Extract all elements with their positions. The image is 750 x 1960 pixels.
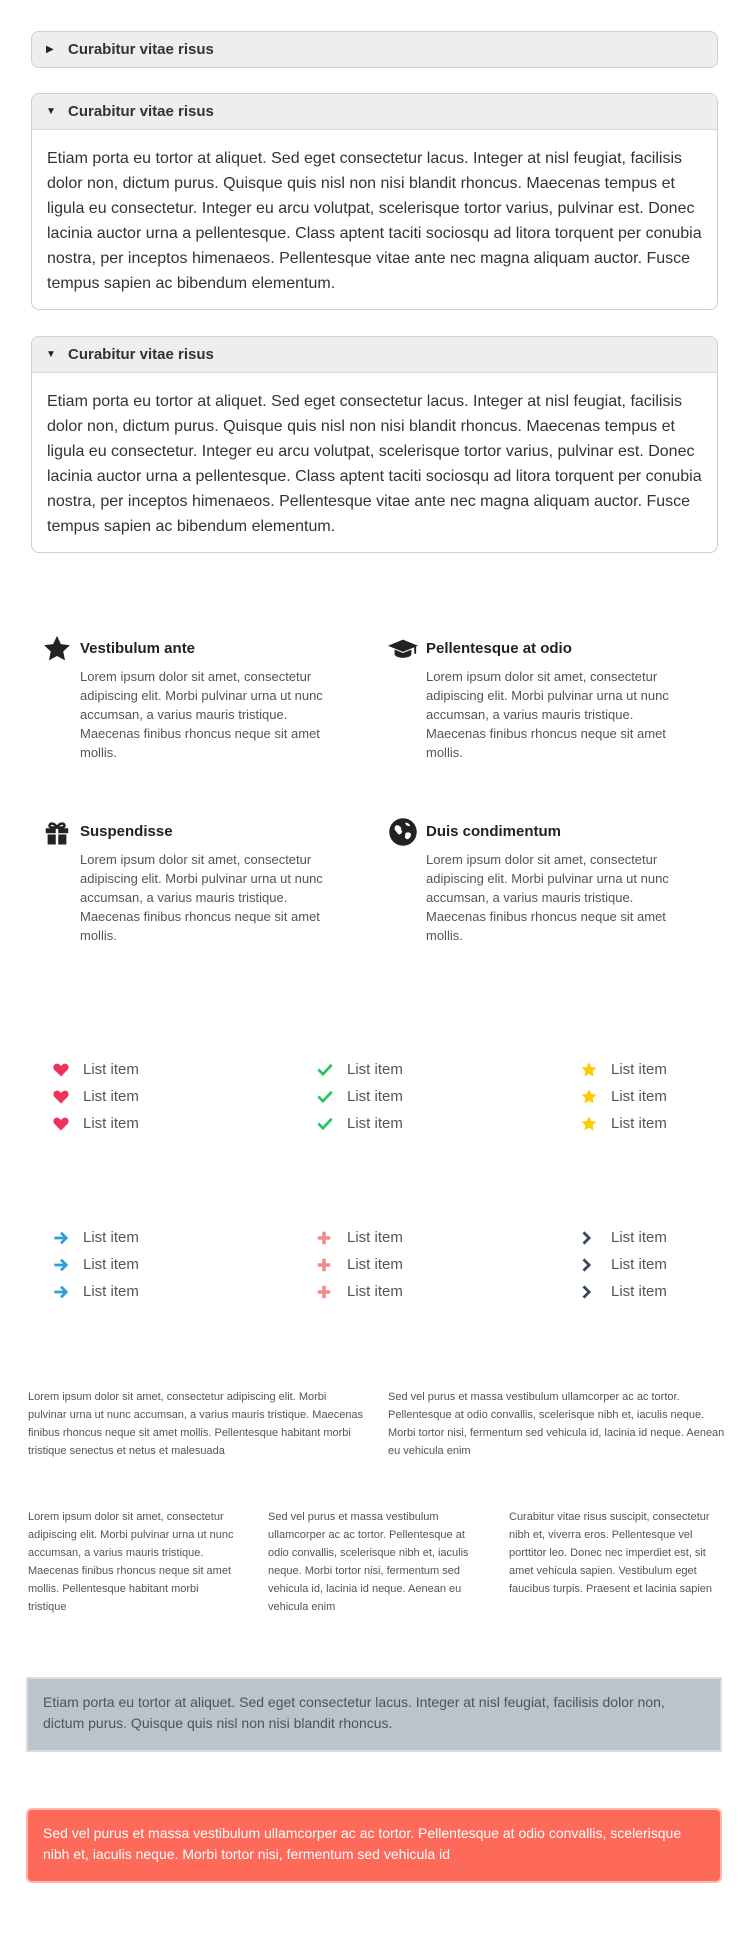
heart-icon [53, 1089, 83, 1104]
alert-notice: Sed vel purus et massa vestibulum ullamcorper ac ac tortor. Pellentesque at odio convallis, scelerisque nibh et, iaculis neque. Morbi tortor nisi, fermentum sed vehicula id [26, 1808, 722, 1883]
list-item [317, 1110, 403, 1137]
list-item-label: List item [83, 1115, 139, 1132]
list-item [581, 1083, 667, 1110]
list-item-label: List item [347, 1256, 403, 1273]
text-column: Lorem ipsum dolor sit amet, consectetur adipiscing elit. Morbi pulvinar urna ut nunc accumsan, a varius mauris tristique. Maecenas finibus rhoncus neque sit amet mollis. Pellentesque habitant morbi tristique [28, 1511, 234, 1613]
star-icon [42, 634, 72, 664]
text-column: Curabitur vitae risus suscipit, consectetur nibh et, viverra eros. Pellentesque vel porttitor leo. Donec nec imperdiet est, sit amet vehicula sapien. Vestibulum eget faucibus turpis. Praesent et lacinia sapien [509, 1511, 713, 1595]
list-item-label: List item [611, 1061, 667, 1078]
list-item [317, 1251, 403, 1278]
star-icon [581, 1116, 611, 1131]
feature-title: Vestibulum ante [80, 640, 196, 657]
accordion-1-title: Curabitur vitae risus [68, 41, 214, 58]
accordion-2-title: Curabitur vitae risus [68, 103, 214, 120]
list-item-label: List item [611, 1088, 667, 1105]
chevron-right-icon [581, 1285, 611, 1299]
plus-icon [317, 1285, 347, 1299]
feature-text: Lorem ipsum dolor sit amet, consectetur adipiscing elit. Morbi pulvinar urna ut nunc accumsan, a varius mauris tristique. Maecenas finibus rhoncus neque sit amet mollis. [80, 852, 323, 943]
feature-title: Duis condimentum [426, 823, 562, 840]
text-column: Sed vel purus et massa vestibulum ullamcorper ac ac tortor. Pellentesque at odio convallis, scelerisque nibh et, iaculis neque. Morbi tortor nisi, fermentum sed vehicula id, lacinia id neque. Aenean eu vehicula enim [268, 1511, 469, 1613]
feature-title: Pellentesque at odio [426, 640, 572, 657]
list-item [581, 1056, 667, 1083]
list-item-label: List item [83, 1061, 139, 1078]
caret-right-icon: ▶ [46, 44, 54, 55]
list-item [317, 1278, 403, 1305]
list-item [53, 1278, 139, 1305]
list-item [53, 1056, 139, 1083]
list-item-label: List item [611, 1115, 667, 1132]
list-item [53, 1110, 139, 1137]
list-item-label: List item [83, 1256, 139, 1273]
list-item-label: List item [347, 1229, 403, 1246]
heart-list [53, 1056, 139, 1137]
plus-icon [317, 1231, 347, 1245]
check-icon [317, 1063, 347, 1076]
arrow-right-icon [53, 1285, 83, 1299]
accordion-2 [31, 93, 718, 310]
list-item-label: List item [611, 1229, 667, 1246]
list-item-label: List item [83, 1088, 139, 1105]
list-item [53, 1224, 139, 1251]
list-item [317, 1056, 403, 1083]
accordion-3 [31, 336, 718, 553]
graduation-cap-icon [388, 634, 418, 664]
feature-title: Suspendisse [80, 823, 173, 840]
list-item-label: List item [347, 1088, 403, 1105]
feature-text: Lorem ipsum dolor sit amet, consectetur adipiscing elit. Morbi pulvinar urna ut nunc accumsan, a varius mauris tristique. Maecenas finibus rhoncus neque sit amet mollis. [80, 669, 323, 760]
list-item [53, 1251, 139, 1278]
list-item [581, 1278, 667, 1305]
arrow-right-icon [53, 1258, 83, 1272]
globe-icon [388, 817, 418, 847]
accordion-2-body: Etiam porta eu tortor at aliquet. Sed eget consectetur lacus. Integer at nisl feugiat, facilisis dolor non, dictum purus. Quisque quis nisl non nisi blandit rhoncus. Maecenas tempus et ligula eu consectetur. Integer eu arcu volutpat, scelerisque tortor varius, pulvinar est. Donec lacinia auctor urna a pellentesque. Class aptent taciti sociosqu ad litora torquent per conubia nostra, per inceptos himenaeos. Pellentesque vitae ante nec magna aliquam auctor. Fusce tempus sapien ac bibendum elementum. [47, 150, 702, 292]
accordion-1 [31, 31, 718, 68]
accordion-2-header[interactable] [32, 94, 717, 130]
info-notice: Etiam porta eu tortor at aliquet. Sed eget consectetur lacus. Integer at nisl feugiat, facilisis dolor non, dictum purus. Quisque quis nisl non nisi blandit rhoncus. [26, 1677, 722, 1752]
text-column: Sed vel purus et massa vestibulum ullamcorper ac ac tortor. Pellentesque at odio convallis, scelerisque nibh et, iaculis neque. Morbi tortor nisi, fermentum sed vehicula id, lacinia id neque. Aenean eu vehicula enim [388, 1391, 725, 1457]
check-list [317, 1056, 403, 1137]
accordion-1-header[interactable] [32, 32, 717, 67]
list-item [581, 1251, 667, 1278]
heart-icon [53, 1116, 83, 1131]
accordion-3-title: Curabitur vitae risus [68, 346, 214, 363]
plus-icon [317, 1258, 347, 1272]
plus-list [317, 1224, 403, 1305]
list-item [581, 1110, 667, 1137]
gift-icon [42, 817, 72, 847]
list-item [53, 1083, 139, 1110]
list-item-label: List item [611, 1256, 667, 1273]
list-item [581, 1224, 667, 1251]
text-column: Lorem ipsum dolor sit amet, consectetur adipiscing elit. Morbi pulvinar urna ut nunc accumsan, a varius mauris tristique. Maecenas finibus rhoncus neque sit amet mollis. Pellentesque habitant morbi tristique senectus et netus et malesuada [28, 1391, 364, 1457]
arrow-right-icon [53, 1231, 83, 1245]
feature-text: Lorem ipsum dolor sit amet, consectetur adipiscing elit. Morbi pulvinar urna ut nunc accumsan, a varius mauris tristique. Maecenas finibus rhoncus neque sit amet mollis. [426, 669, 669, 760]
list-item-label: List item [347, 1061, 403, 1078]
list-item [317, 1224, 403, 1251]
heart-icon [53, 1062, 83, 1077]
check-icon [317, 1090, 347, 1103]
accordion-3-header[interactable] [32, 337, 717, 373]
star-list [581, 1056, 667, 1137]
feature-text: Lorem ipsum dolor sit amet, consectetur adipiscing elit. Morbi pulvinar urna ut nunc accumsan, a varius mauris tristique. Maecenas finibus rhoncus neque sit amet mollis. [426, 852, 669, 943]
caret-down-icon: ▼ [46, 349, 56, 360]
check-icon [317, 1117, 347, 1130]
list-item-label: List item [347, 1283, 403, 1300]
chevron-right-icon [581, 1231, 611, 1245]
list-item-label: List item [83, 1283, 139, 1300]
chevron-list [581, 1224, 667, 1305]
star-icon [581, 1062, 611, 1077]
list-item [317, 1083, 403, 1110]
arrow-list [53, 1224, 139, 1305]
caret-down-icon: ▼ [46, 106, 56, 117]
chevron-right-icon [581, 1258, 611, 1272]
list-item-label: List item [83, 1229, 139, 1246]
list-item-label: List item [611, 1283, 667, 1300]
star-icon [581, 1089, 611, 1104]
accordion-3-body: Etiam porta eu tortor at aliquet. Sed eget consectetur lacus. Integer at nisl feugiat, facilisis dolor non, dictum purus. Quisque quis nisl non nisi blandit rhoncus. Maecenas tempus et ligula eu consectetur. Integer eu arcu volutpat, scelerisque tortor varius, pulvinar est. Donec lacinia auctor urna a pellentesque. Class aptent taciti sociosqu ad litora torquent per conubia nostra, per inceptos himenaeos. Pellentesque vitae ante nec magna aliquam auctor. Fusce tempus sapien ac bibendum elementum. [47, 393, 702, 535]
list-item-label: List item [347, 1115, 403, 1132]
